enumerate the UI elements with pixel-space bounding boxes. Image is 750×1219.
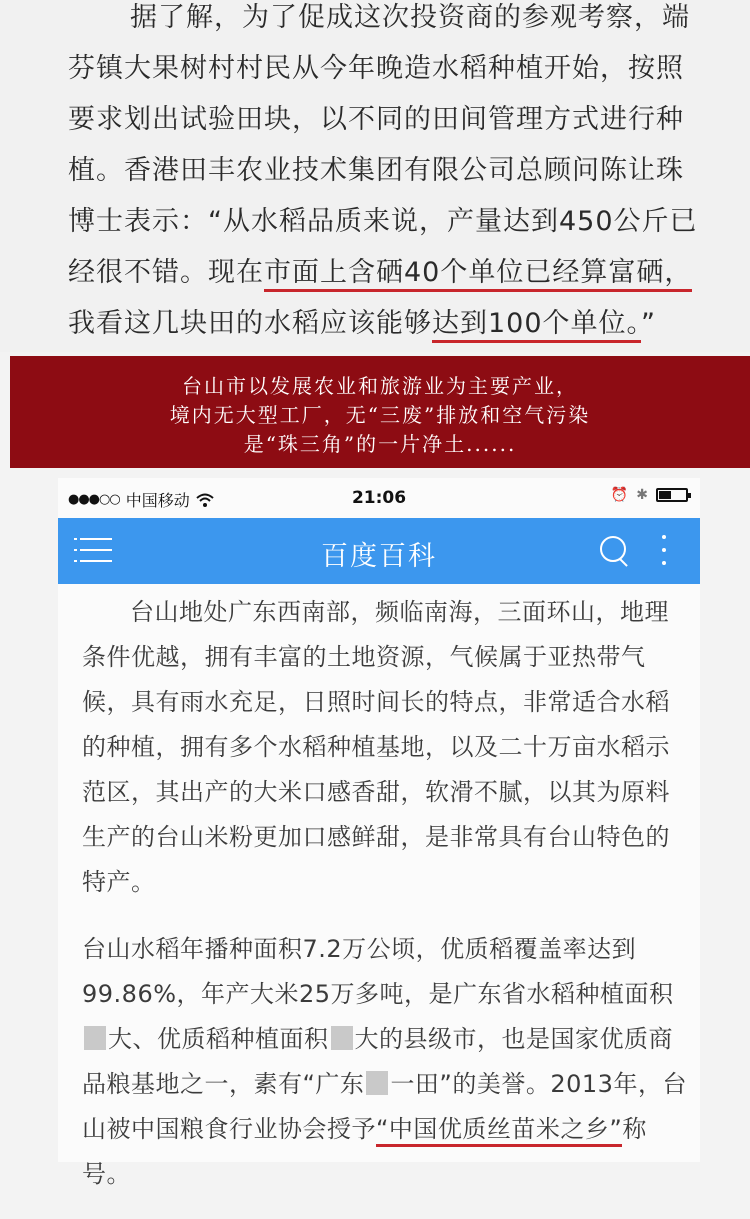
content-paragraph bbox=[82, 927, 687, 1197]
content-line: 范区，其出产的大米口感香甜，软滑不腻，以其为原料 bbox=[82, 778, 670, 806]
redaction-mask bbox=[84, 1026, 106, 1050]
underlined-highlight: 达到100个单位。 bbox=[432, 308, 641, 343]
article-line: 博士表示：“从水稻品质来说，产量达到450公斤已 bbox=[68, 206, 698, 237]
more-icon[interactable] bbox=[662, 535, 668, 567]
status-bar bbox=[58, 478, 700, 518]
status-right bbox=[611, 487, 688, 503]
content-text: 山被中国粮食行业协会授予 bbox=[82, 1115, 376, 1143]
article-paragraph bbox=[68, 0, 698, 349]
content-text: 大、优质稻种植面积 bbox=[108, 1025, 329, 1053]
status-time: 21:06 bbox=[351, 488, 407, 508]
article-text: 我看这几块田的水稻应该能够 bbox=[68, 308, 432, 339]
redaction-mask bbox=[366, 1071, 388, 1095]
article-line: 要求划出试验田块，以不同的田间管理方式进行种 bbox=[68, 104, 684, 135]
redaction-mask bbox=[331, 1026, 353, 1050]
article-line bbox=[68, 298, 688, 349]
banner-line: 是“珠三角”的一片净土...... bbox=[243, 432, 517, 456]
content-text: 品粮基地之一，素有“广东 bbox=[82, 1070, 365, 1098]
phone-screenshot bbox=[58, 478, 700, 1188]
content-line bbox=[82, 1062, 687, 1107]
banner-line: 台山市以发展农业和旅游业为主要产业， bbox=[182, 374, 578, 398]
battery-icon bbox=[656, 488, 688, 502]
article-excerpt bbox=[0, 0, 750, 352]
content-line: 的种植，拥有多个水稻种植基地，以及二十万亩水稻示 bbox=[82, 733, 670, 761]
signal-icon: ●●●○○ bbox=[68, 492, 120, 507]
caption-banner bbox=[10, 356, 750, 468]
article-line bbox=[68, 247, 693, 298]
article-line: 植。香港田丰农业技术集团有限公司总顾问陈让珠 bbox=[68, 155, 684, 186]
carrier-name: 中国移动 bbox=[125, 491, 190, 510]
search-icon[interactable] bbox=[600, 536, 630, 566]
article-line: 芬镇大果树村村民从今年晚造水稻种植开始，按照 bbox=[68, 53, 684, 84]
content-line: 台山水稻年播种面积7.2万公顷，优质稻覆盖率达到 bbox=[82, 935, 637, 963]
article-text: ” bbox=[641, 308, 657, 339]
content-line: 候，具有雨水充足，日照时间长的特点，非常适合水稻 bbox=[82, 688, 670, 716]
content-line bbox=[82, 1017, 682, 1062]
content-text: 称 bbox=[622, 1115, 647, 1143]
content-line: 生产的台山米粉更加口感鲜甜，是非常具有台山特色的 bbox=[82, 823, 670, 851]
app-header bbox=[58, 518, 700, 584]
underlined-highlight: “中国优质丝苗米之乡” bbox=[376, 1115, 622, 1147]
content-paragraph bbox=[82, 590, 682, 905]
bluetooth-icon: ✱ bbox=[636, 487, 648, 503]
content-line: 台山地处广东西南部，频临南海，三面环山，地理 bbox=[130, 598, 669, 626]
content-line bbox=[82, 1107, 682, 1152]
content-line: 99.86%，年产大米25万多吨，是广东省水稻种植面积 bbox=[82, 980, 674, 1008]
content-line: 号。 bbox=[82, 1160, 131, 1188]
page-title: 百度百科 bbox=[321, 541, 437, 572]
alarm-icon: ⏰ bbox=[610, 487, 629, 503]
article-text: 经很不错。现在 bbox=[68, 257, 264, 288]
content-text: 一田”的美誉。2013年，台 bbox=[390, 1070, 687, 1098]
content-text: 大的县级市，也是国家优质商 bbox=[354, 1025, 673, 1053]
content-line: 特产。 bbox=[82, 868, 156, 896]
content-line: 条件优越，拥有丰富的土地资源，气候属于亚热带气 bbox=[82, 643, 646, 671]
underlined-highlight: 市面上含硒40个单位已经算富硒， bbox=[264, 257, 692, 292]
encyclopedia-content bbox=[82, 590, 687, 1219]
article-line: 据了解，为了促成这次投资商的参观考察，端 bbox=[130, 2, 690, 33]
banner-line: 境内无大型工厂，无“三废”排放和空气污染 bbox=[169, 403, 591, 427]
